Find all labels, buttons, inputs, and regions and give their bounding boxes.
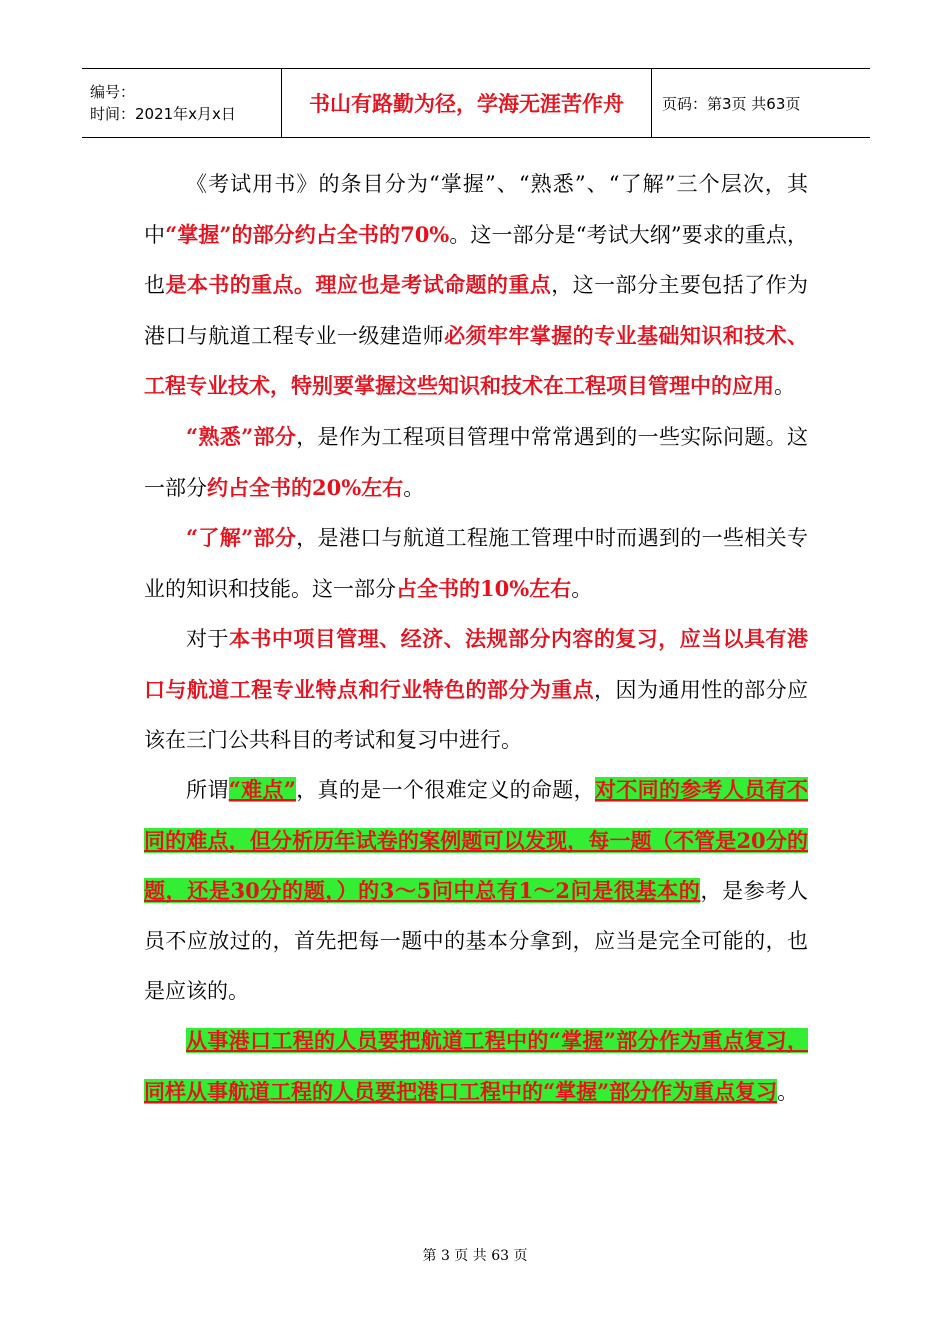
paragraph-6 <box>144 1016 808 1117</box>
header-motto-text: 书山有路勤为径，学海无涯苦作舟 <box>309 92 624 116</box>
highlighted-text: 对不同的参考人员有不同的难点，但分析历年试卷的案例题可以发现，每一题（不管是20分的题，还是30分的题，）的3～5问中总有1～2问是很基本的 <box>144 777 809 904</box>
emphasis-text: 占全书的10%左右 <box>396 575 572 601</box>
highlighted-text: 从事港口工程的人员要把航道工程中的“掌握”部分作为重点复习，同样从事航道工程的人员要把港口工程中的“掌握”部分作为重点复习 <box>144 1028 808 1104</box>
emphasis-text: “了解”部分 <box>186 525 297 551</box>
body-text: ，真的是一个很难定义的命题， <box>295 778 595 803</box>
paragraph-5 <box>144 765 808 1016</box>
emphasis-text: 是本书的重点。理应也是考试命题的重点 <box>165 272 552 298</box>
document-body <box>144 160 808 1117</box>
header-motto <box>282 69 652 137</box>
header-page-label: 页码：第3页 共63页 <box>662 94 801 113</box>
emphasis-text: “熟悉”部分 <box>186 423 297 449</box>
paragraph-3 <box>144 513 808 614</box>
paragraph-1 <box>144 160 808 412</box>
highlighted-text: “难点” <box>228 777 296 803</box>
body-text: ，是参考人员不应放过的，首先把每一题中的基本分拿到，应当是完全可能的，也是应该的。 <box>144 879 809 1003</box>
body-text: 。这一部分是“考试大纲”要求的重点，也 <box>144 222 808 298</box>
body-text: 。 <box>403 475 425 500</box>
emphasis-text: “掌握”的部分约占全书的70% <box>165 221 450 247</box>
body-text: 。 <box>777 1079 799 1104</box>
paragraph-2 <box>144 412 808 513</box>
footer-page-number: 第 3 页 共 63 页 <box>422 1248 528 1264</box>
header-code-label: 编号： <box>90 83 136 101</box>
emphasis-text: 约占全书的20%左右 <box>207 474 404 500</box>
body-text: 。 <box>571 576 593 601</box>
paragraph-4 <box>144 614 808 765</box>
page-footer <box>0 1245 950 1265</box>
body-text: 。 <box>774 374 795 399</box>
body-text: ，是港口与航道工程施工管理中时而遇到的一些相关专业的知识和技能。这一部分 <box>144 526 808 601</box>
body-text: ，是作为工程项目管理中常常遇到的一些实际问题。这一部分 <box>144 424 808 500</box>
header-date-label: 时间：2021年x月x日 <box>90 105 236 123</box>
body-text: ，因为通用性的部分应该在三门公共科目的考试和复习中进行。 <box>144 677 809 752</box>
page-header <box>82 68 870 138</box>
emphasis-text: 必须牢牢掌握的专业基础知识和技术、工程专业技术，特别要掌握这些知识和技术在工程项目管理中的应用 <box>144 322 809 399</box>
header-page-info <box>652 69 870 137</box>
header-meta <box>82 69 282 137</box>
body-text: 《考试用书》的条目分为“掌握”、“熟悉”、“了解”三个层次，其中 <box>144 172 808 247</box>
body-text: 所谓 <box>186 778 229 803</box>
body-text: ，这一部分主要包括了作为港口与航道工程专业一级建造师 <box>144 273 809 348</box>
emphasis-text: 本书中项目管理、经济、法规部分内容的复习，应当以具有港口与航道工程专业特点和行业特色的部分为重点 <box>144 626 809 702</box>
body-text: 对于 <box>186 627 229 652</box>
